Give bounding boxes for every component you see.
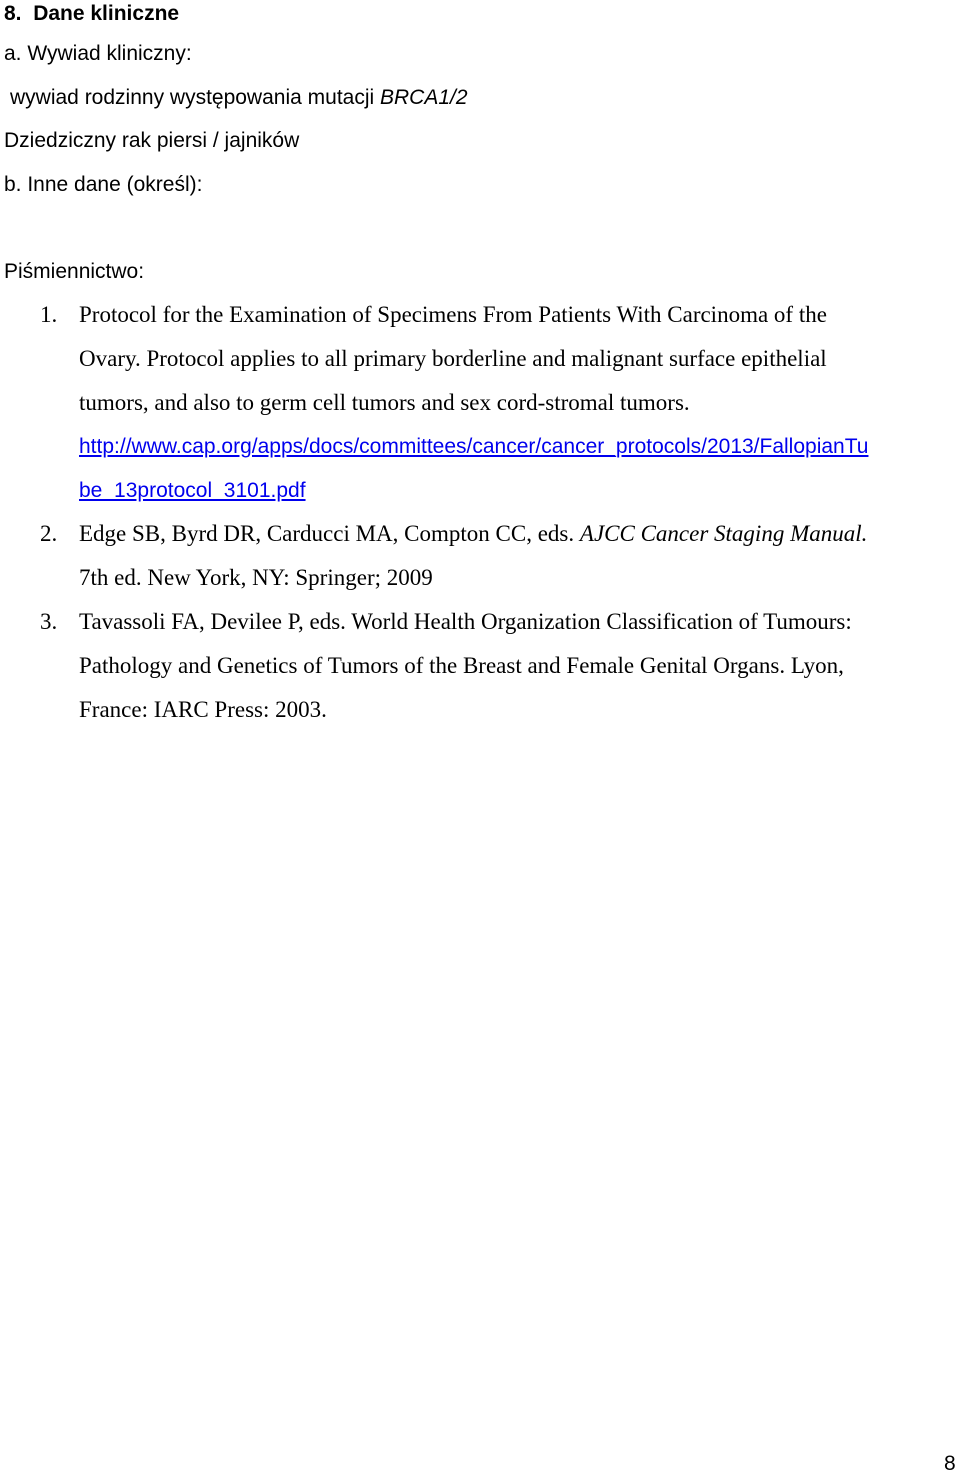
reference-1-line-3: tumors, and also to germ cell tumors and sex cord-stromal tumors. <box>79 390 690 415</box>
family-history-line <box>10 84 468 112</box>
reference-1-line-1: Protocol for the Examination of Specimens From Patients With Carcinoma of the <box>79 302 827 327</box>
reference-1-url-line-2[interactable]: be_13protocol_3101.pdf <box>79 479 306 502</box>
reference-3-line-3: France: IARC Press: 2003. <box>79 697 327 722</box>
gene-name: BRCA1/2 <box>380 86 468 109</box>
other-data-label: b. Inne dane (określ): <box>4 173 203 196</box>
reference-2-line-1 <box>79 520 867 548</box>
section-number: 8. <box>4 2 22 25</box>
section-heading <box>4 0 179 28</box>
section-title: Dane kliniczne <box>33 2 180 25</box>
clinical-history-label: a. Wywiad kliniczny: <box>4 42 192 65</box>
references-title: Piśmiennictwo: <box>4 260 145 283</box>
reference-2-book-title: AJCC Cancer Staging Manual. <box>579 521 868 546</box>
reference-1-number: 1. <box>40 302 58 327</box>
reference-2-line-2: 7th ed. New York, NY: Springer; 2009 <box>79 565 433 590</box>
family-history-text: wywiad rodzinny występowania mutacji <box>10 86 380 109</box>
page-number: 8 <box>944 1452 956 1475</box>
reference-3-line-1: Tavassoli FA, Devilee P, eds. World Health Organization Classification of Tumours: <box>79 609 852 634</box>
hereditary-cancer-line: Dziedziczny rak piersi / jajników <box>4 129 300 152</box>
reference-1-url-line-1[interactable]: http://www.cap.org/apps/docs/committees/cancer/cancer_protocols/2013/FallopianTu <box>79 435 869 458</box>
reference-2-number: 2. <box>40 521 58 546</box>
reference-2-authors: Edge SB, Byrd DR, Carducci MA, Compton CC, eds. <box>79 521 580 546</box>
reference-1-line-2: Ovary. Protocol applies to all primary borderline and malignant surface epithelial <box>79 346 827 371</box>
reference-3-line-2: Pathology and Genetics of Tumors of the Breast and Female Genital Organs. Lyon, <box>79 653 844 678</box>
reference-3-number: 3. <box>40 609 58 634</box>
